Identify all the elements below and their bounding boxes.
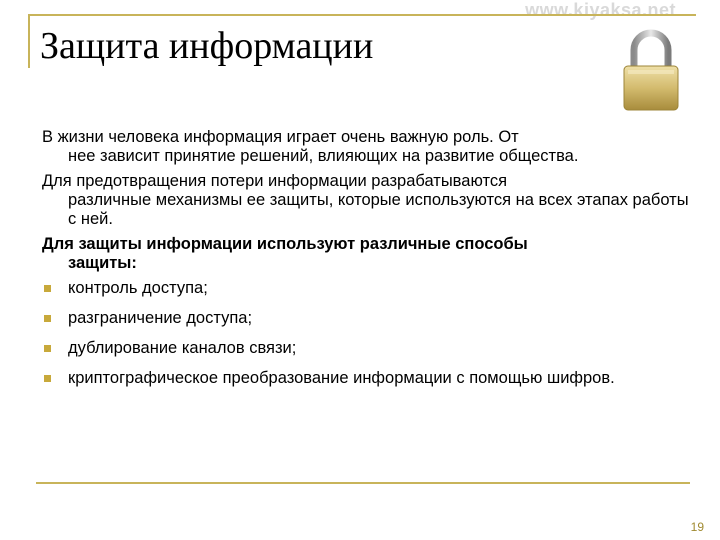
list-item-text: разграничение доступа; bbox=[68, 309, 253, 327]
paragraph-3-first-line: Для защиты информации используют различные способы bbox=[42, 235, 528, 253]
watermark: www.kiyaksa.net bbox=[525, 0, 676, 20]
list-item bbox=[42, 369, 692, 388]
paragraph-1-first-line: В жизни человека информация играет очень важную роль. От bbox=[42, 128, 519, 146]
list-item bbox=[42, 309, 692, 328]
bottom-divider bbox=[36, 482, 690, 484]
paragraph-3-rest: защиты: bbox=[68, 254, 137, 272]
square-bullet-icon bbox=[44, 315, 51, 322]
bullet-list bbox=[42, 279, 692, 388]
list-item bbox=[42, 339, 692, 358]
list-item-text: дублирование каналов связи; bbox=[68, 339, 297, 357]
square-bullet-icon bbox=[44, 345, 51, 352]
paragraph-2 bbox=[42, 172, 692, 229]
padlock-icon bbox=[620, 28, 682, 112]
square-bullet-icon bbox=[44, 375, 51, 382]
paragraph-2-first-line: Для предотвращения потери информации разрабатываются bbox=[42, 172, 508, 190]
list-item-text: контроль доступа; bbox=[68, 279, 208, 297]
square-bullet-icon bbox=[44, 285, 51, 292]
paragraph-3 bbox=[42, 235, 692, 273]
list-item-text: криптографическое преобразование информации с помощью шифров. bbox=[68, 369, 615, 387]
paragraph-1-rest: нее зависит принятие решений, влияющих на развитие общества. bbox=[68, 147, 579, 165]
list-item bbox=[42, 279, 692, 298]
paragraph-1 bbox=[42, 128, 692, 166]
paragraph-2-rest: различные механизмы ее защиты, которые используются на всех этапах работы с ней. bbox=[68, 191, 689, 228]
slide-title: Защита информации bbox=[40, 25, 374, 67]
slide-content bbox=[42, 128, 692, 399]
page-number: 19 bbox=[690, 520, 704, 534]
